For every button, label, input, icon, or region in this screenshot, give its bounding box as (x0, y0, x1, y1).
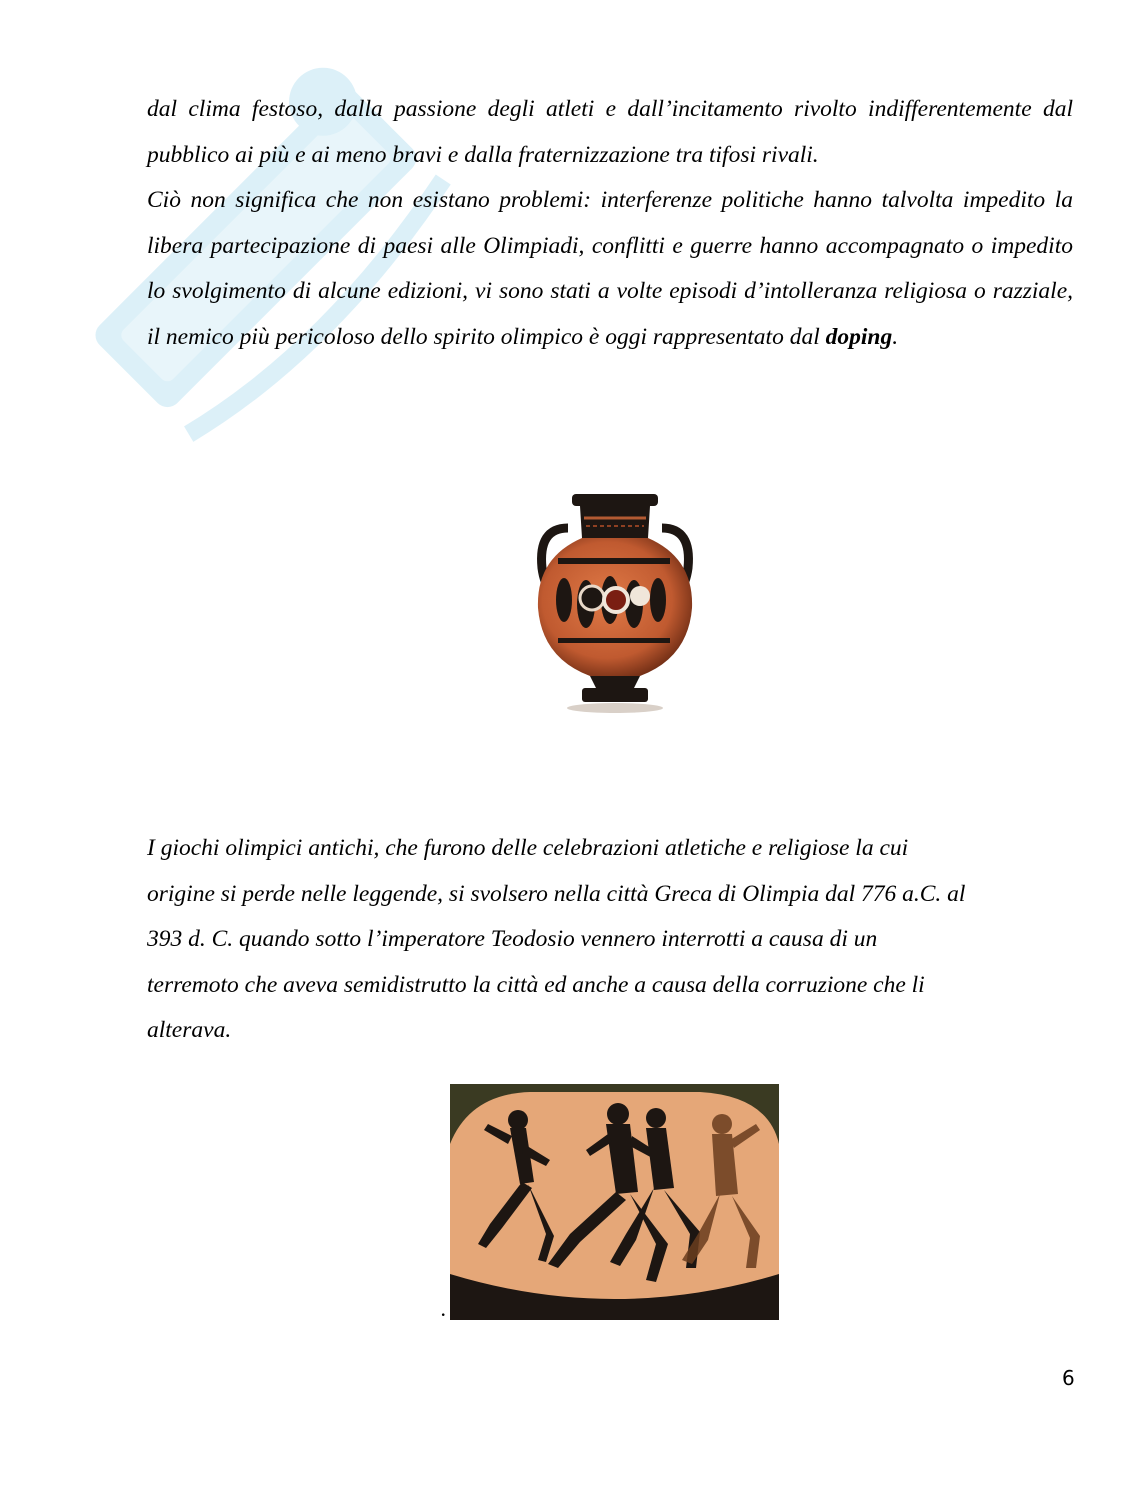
ancient-games-line: alterava. (147, 1017, 232, 1043)
doping-keyword: doping (825, 323, 893, 350)
greek-amphora-image (530, 488, 700, 716)
page-number: 6 (1062, 1366, 1075, 1390)
paragraph-problems-end: . (892, 323, 899, 350)
paragraph-problems-text: Ciò non significa che non esistano problemi: interferenze politiche hanno talvolta impedito la libera partecipazione di paesi alle Olimpiadi, conflitti e guerre hanno accompagnato o impedito lo svolgimento di alcune edizioni, vi sono stati a volte episodi d’intolleranza religiosa o razziale, il nemico più pericoloso dello spirito olimpico è oggi rappresentato dal (147, 187, 1073, 350)
caption-dot: . (441, 1296, 447, 1321)
paragraph-festive-climate: dal clima festoso, dalla passione degli atleti e dall’incitamento rivolto indifferentemente dal pubblico ai più e ai meno bravi e dalla fraternizzazione tra tifosi rivali. (147, 96, 1073, 168)
ancient-games-line: origine si perde nelle leggende, si svolsero nella città Greca di Olimpia dal 776 a.C. al (147, 880, 966, 907)
ancient-games-line: I giochi olimpici antichi, che furono delle celebrazioni atletiche e religiose la cui (147, 835, 909, 861)
runners-vase-painting-image (450, 1084, 779, 1320)
paragraph-problems (147, 178, 1073, 360)
ancient-games-line: terremoto che aveva semidistrutto la città ed anche a causa della corruzione che li (147, 971, 925, 998)
ancient-games-line: 393 d. C. quando sotto l’imperatore Teodosio vennero interrotti a causa di un (147, 926, 878, 952)
paragraph-ancient-games (147, 826, 1077, 1054)
